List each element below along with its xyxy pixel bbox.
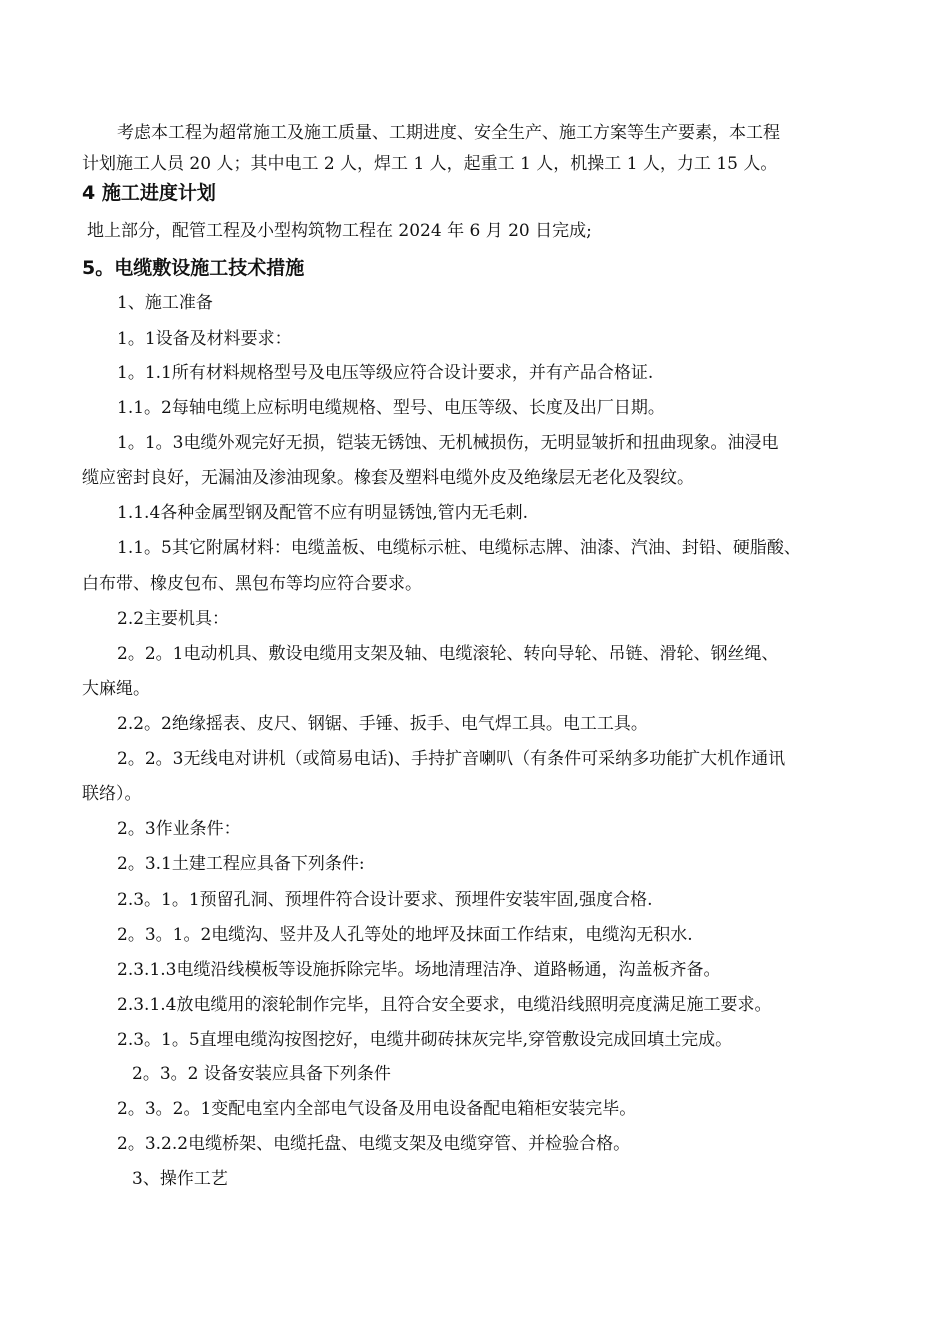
list-item: 联络）。 [82, 784, 142, 804]
list-item: 2。3.1土建工程应具备下列条件: [117, 854, 365, 874]
list-item: 1。1。3电缆外观完好无损，铠装无锈蚀、无机械损伤，无明显皱折和扭曲现象。油浸电 [117, 433, 779, 453]
list-item: 3、操作工艺 [132, 1169, 228, 1189]
schedule-text: 地上部分，配管工程及小型构筑物工程在 2024 年 6 月 20 日完成; [87, 221, 592, 241]
personnel-paragraph-line: 考虑本工程为超常施工及施工质量、工期进度、安全生产、施工方案等生产要素，本工程 [117, 123, 780, 143]
list-item: 白布带、橡皮包布、黑包布等均应符合要求。 [82, 574, 422, 594]
section-heading-cable-laying: 5。电缆敷设施工技术措施 [82, 257, 305, 279]
list-item: 2.3.1.3电缆沿线模板等设施拆除完毕。场地清理洁净、道路畅通，沟盖板齐备。 [117, 960, 721, 980]
list-item: 2.2主要机具： [117, 609, 230, 629]
list-item: 2.2。2绝缘摇表、皮尺、钢锯、手锤、扳手、电气焊工具。电工工具。 [117, 714, 648, 734]
section-heading-schedule: 4 施工进度计划 [82, 182, 216, 204]
list-item: 2。2。1电动机具、敷设电缆用支架及轴、电缆滚轮、转向导轮、吊链、滑轮、钢丝绳、 [117, 644, 779, 664]
list-item: 2。3.2.2电缆桥架、电缆托盘、电缆支架及电缆穿管、并检验合格。 [117, 1134, 631, 1154]
list-item: 2。3。2 设备安装应具备下列条件 [132, 1064, 391, 1084]
list-item: 2。2。3无线电对讲机（或简易电话)、手持扩音喇叭（有条件可采纳多功能扩大机作通讯 [117, 749, 786, 769]
list-item: 2.3。1。5直埋电缆沟按图挖好，电缆井砌砖抹灰完毕,穿管敷设完成回填土完成。 [117, 1030, 733, 1050]
list-item: 1.1。5其它附属材料：电缆盖板、电缆标示桩、电缆标志牌、油漆、汽油、封铅、硬脂酸、 [117, 538, 801, 558]
list-item: 大麻绳。 [82, 679, 150, 699]
list-item: 1。1设备及材料要求： [117, 329, 292, 349]
list-item: 2.3.1.4放电缆用的滚轮制作完毕，且符合安全要求，电缆沿线照明亮度满足施工要求。 [117, 995, 772, 1015]
list-item: 2。3。1。2电缆沟、竖井及人孔等处的地坪及抹面工作结束，电缆沟无积水. [117, 925, 693, 945]
list-item: 1.1.4各种金属型钢及配管不应有明显锈蚀,管内无毛刺. [117, 503, 529, 523]
list-item: 1.1。2每轴电缆上应标明电缆规格、型号、电压等级、长度及出厂日期。 [117, 398, 665, 418]
list-item: 2。3。2。1变配电室内全部电气设备及用电设备配电箱柜安装完毕。 [117, 1099, 637, 1119]
list-item: 缆应密封良好，无漏油及渗油现象。橡套及塑料电缆外皮及绝缘层无老化及裂纹。 [82, 468, 694, 488]
list-item: 1。1.1所有材料规格型号及电压等级应符合设计要求，并有产品合格证. [117, 363, 654, 383]
list-item: 1、施工准备 [117, 293, 213, 313]
list-item: 2。3作业条件： [117, 819, 241, 839]
list-item: 2.3。1。1预留孔洞、预埋件符合设计要求、预埋件安装牢固,强度合格. [117, 890, 653, 910]
personnel-paragraph-line: 计划施工人员 20 人；其中电工 2 人，焊工 1 人，起重工 1 人，机操工 1 人，力工 15 人。 [82, 154, 778, 174]
